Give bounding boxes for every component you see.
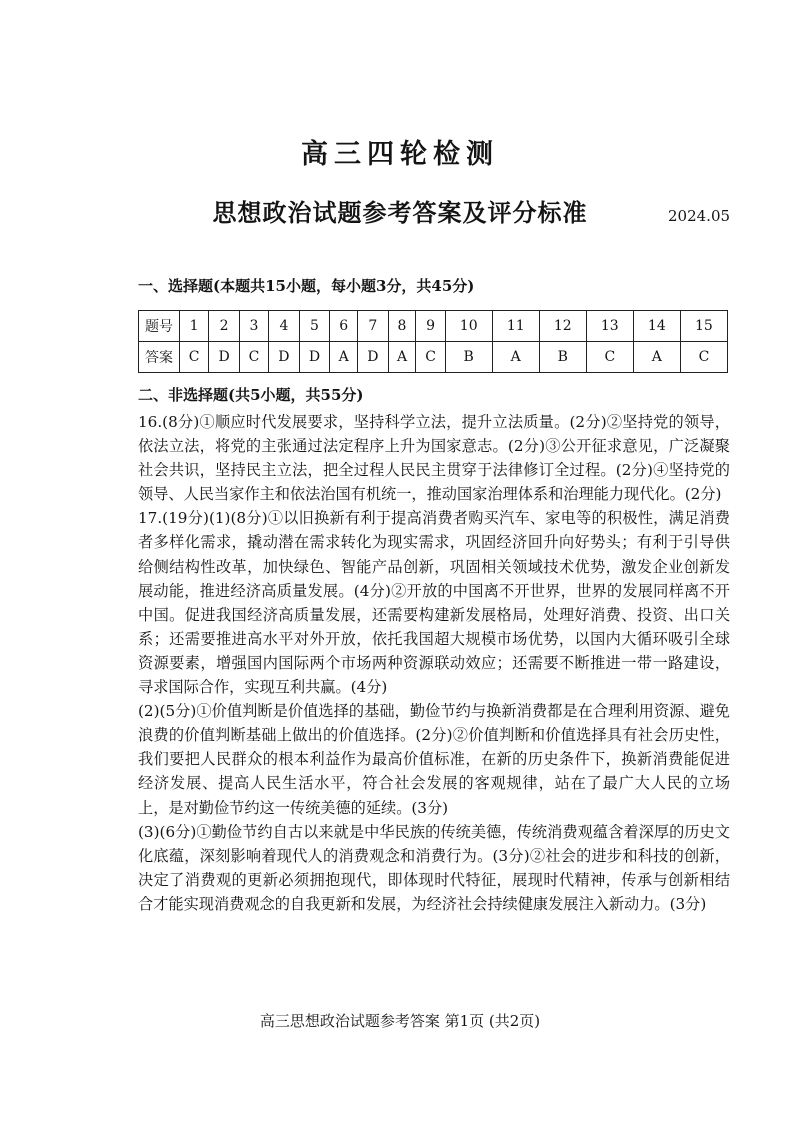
answer-cell: D (299, 342, 330, 373)
question-number: 10 (445, 311, 492, 342)
question-number: 4 (269, 311, 300, 342)
page-title: 高三四轮检测 (301, 139, 499, 170)
answer-cell: D (209, 342, 240, 373)
question-number: 13 (586, 311, 633, 342)
question-number-row (139, 311, 728, 342)
section1-heading: 一、选择题(本题共15小题，每小题3分，共45分) (138, 277, 475, 295)
question-number: 9 (416, 311, 445, 342)
question-17-part1-answer: 17.(19分)(1)(8分)①以旧换新有利于提高消费者购买汽车、家电等的积极性，满足消费者多样化需求，撬动潜在需求转化为现实需求，巩固经济回升向好势头；有利于引导供给侧结构性改革，加快绿色、智能产品创新，巩固相关领域技术优势，激发企业创新发展动能，推进经济高质量发展。(4分)②开放的中国离不开世界，世界的发展同样离不开中国。促进我国经济高质量发展，还需要构建新发展格局，处理好消费、投资、出口关系；还需要推进高水平对外开放，依托我国超大规模市场优势，以国内大循环吸引全球资源要素，增强国内国际两个市场两种资源联动效应；还需要不断推进一带一路建设，寻求国际合作，实现互利共赢。(4分) (138, 509, 730, 697)
page-footer: 高三思想政治试题参考答案 第1页 (共2页) (259, 1012, 541, 1030)
answer-cell: C (239, 342, 268, 373)
question-16-answer: 16.(8分)①顺应时代发展要求，坚持科学立法，提升立法质量。(2分)②坚持党的领导，依法立法，将党的主张通过法定程序上升为国家意志。(2分)③公开征求意见，广泛凝聚社会共识，坚持民主立法，把全过程人民民主贯穿于法律修订全过程。(2分)④坚持党的领导、人民当家作主和依法治国有机统一，推动国家治理体系和治理能力现代化。(2分) (138, 413, 730, 504)
question-number: 2 (209, 311, 240, 342)
question-number: 7 (358, 311, 389, 342)
answer-cell: A (388, 342, 416, 373)
question-17-part3-answer: (3)(6分)①勤俭节约自古以来就是中华民族的传统美德，传统消费观蕴含着深厚的历史文化底蕴，深刻影响着现代人的消费观念和消费行为。(3分)②社会的进步和科技的创新，决定了消费观的更新必须拥抱现代，即体现时代特征，展现时代精神，传承与创新相结合才能实现消费观念的自我更新和发展，为经济社会持续健康发展注入新动力。(3分) (138, 822, 730, 913)
answer-row (139, 342, 728, 373)
question-number: 11 (492, 311, 539, 342)
page-subtitle: 思想政治试题参考答案及评分标准 (212, 198, 588, 227)
question-number: 1 (180, 311, 209, 342)
exam-date: 2024.05 (668, 207, 731, 225)
answer-cell: B (539, 342, 586, 373)
answer-cell: D (358, 342, 389, 373)
question-17-part2-answer: (2)(5分)①价值判断是价值选择的基础，勤俭节约与换新消费都是在合理利用资源、避免浪费的价值判断基础上做出的价值选择。(2分)②价值判断和价值选择具有社会历史性，我们要把人民群众的根本利益作为最高价值标准，在新的历史条件下，换新消费能促进经济发展、提高人民生活水平，符合社会发展的客观规律，站在了最广大人民的立场上，是对勤俭节约这一传统美德的延续。(3分) (138, 702, 730, 817)
question-number: 5 (299, 311, 330, 342)
answer-table (138, 310, 728, 373)
answer-cell: A (330, 342, 358, 373)
answer-cell: D (269, 342, 300, 373)
answer-cell: B (445, 342, 492, 373)
question-number: 3 (239, 311, 268, 342)
question-number: 15 (680, 311, 727, 342)
question-number: 6 (330, 311, 358, 342)
question-number: 12 (539, 311, 586, 342)
answer-cell: A (492, 342, 539, 373)
answer-cell: C (180, 342, 209, 373)
answer-body (138, 410, 730, 916)
answer-cell: C (416, 342, 445, 373)
question-number: 14 (633, 311, 680, 342)
row-label: 答案 (139, 342, 180, 373)
answer-cell: A (633, 342, 680, 373)
answer-cell: C (680, 342, 727, 373)
answer-cell: C (586, 342, 633, 373)
section2-heading: 二、非选择题(共5小题，共55分) (138, 386, 364, 404)
row-label: 题号 (139, 311, 180, 342)
question-number: 8 (388, 311, 416, 342)
